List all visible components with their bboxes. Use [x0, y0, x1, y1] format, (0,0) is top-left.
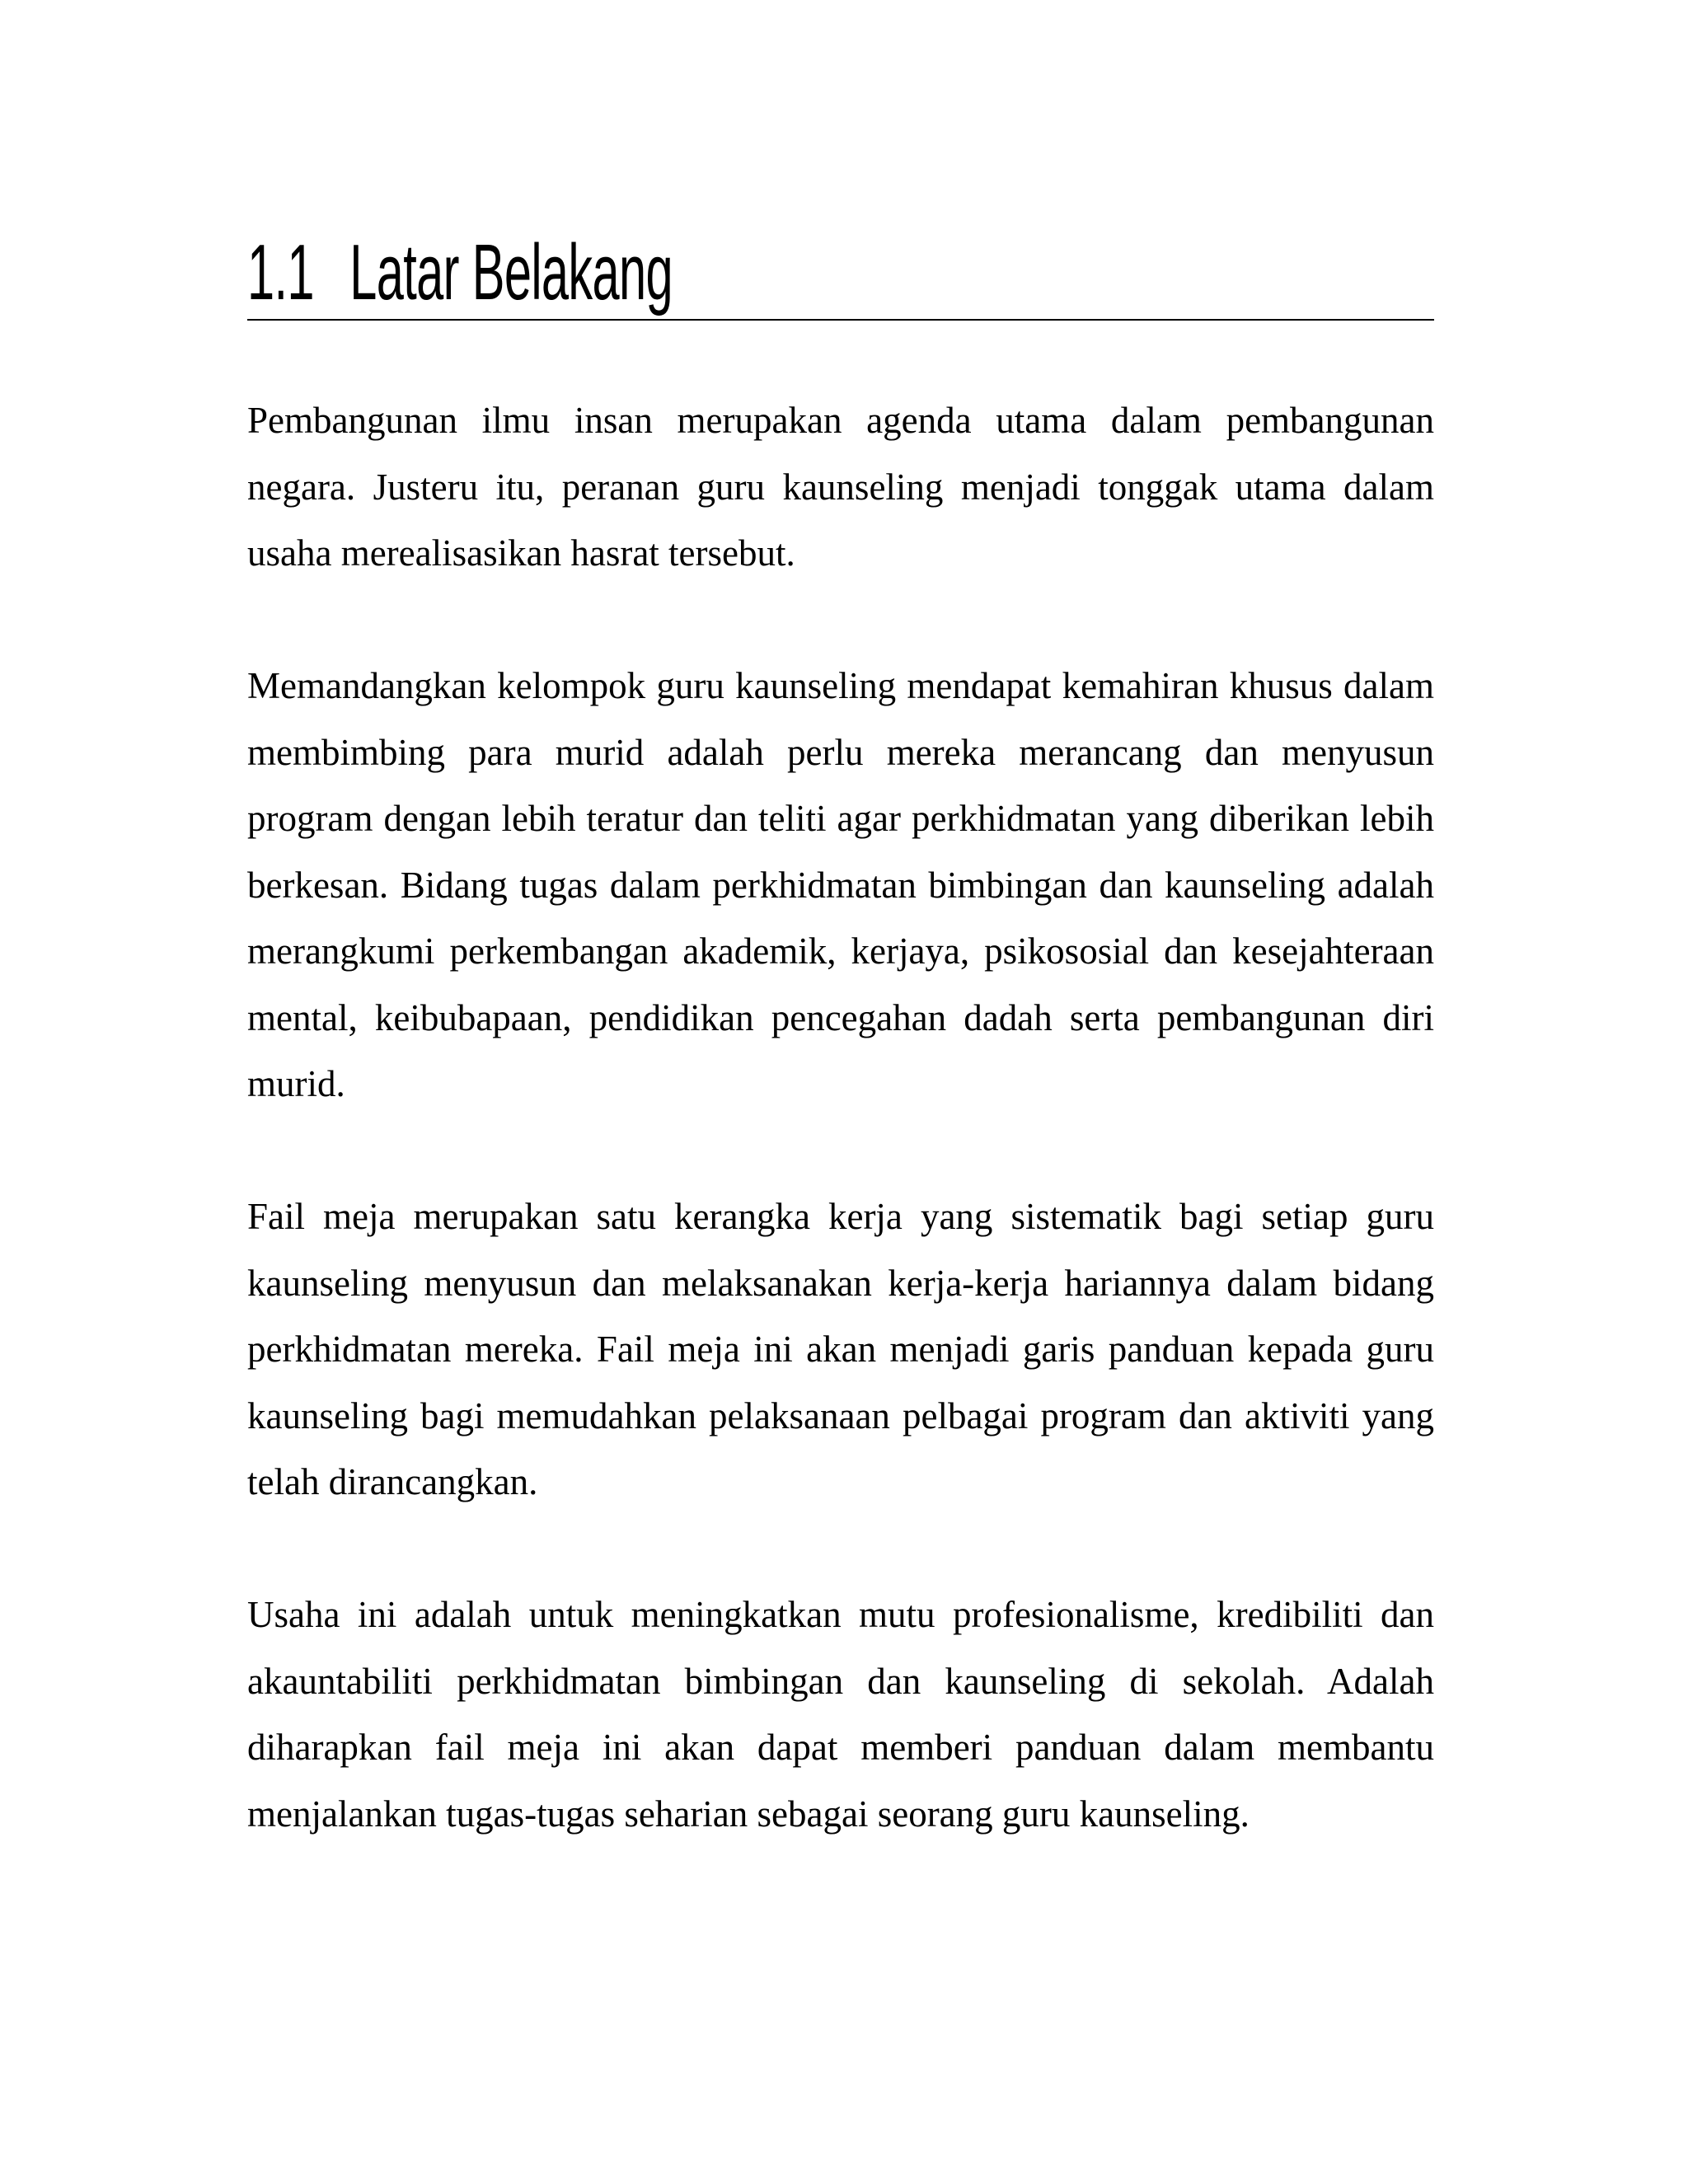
paragraph-2: Memandangkan kelompok guru kaunseling mendapat kemahiran khusus dalam membimbing para murid adalah perlu mereka merancang dan menyusun program dengan lebih teratur dan teliti agar perkhidmatan yang diberikan lebih berkesan. Bidang tugas dalam perkhidmatan bimbingan dan kaunseling adalah merangkumi perkembangan akademik, kerjaya, psikososial dan kesejahteraan mental, keibubapaan, pendidikan pencegahan dadah serta pembangunan diri murid. — [247, 665, 1434, 1104]
paragraph-3: Fail meja merupakan satu kerangka kerja yang sistematik bagi setiap guru kaunseling menyusun dan melaksanakan kerja-kerja hariannya dalam bidang perkhidmatan mereka. Fail meja ini akan menjadi garis panduan kepada guru kaunseling bagi memudahkan pelaksanaan pelbagai program dan aktiviti yang telah dirancangkan. — [247, 1196, 1434, 1502]
section-heading — [247, 228, 673, 316]
section-number: 1.1 — [247, 228, 314, 316]
paragraph-1: Pembangunan ilmu insan merupakan agenda utama dalam pembangunan negara. Justeru itu, peranan guru kaunseling menjadi tonggak utama dalam usaha merealisasikan hasrat tersebut. — [247, 400, 1434, 574]
section-title: Latar Belakang — [349, 228, 673, 316]
paragraph-4: Usaha ini adalah untuk meningkatkan mutu profesionalisme, kredibiliti dan akauntabiliti perkhidmatan bimbingan dan kaunseling di sekolah. Adalah diharapkan fail meja ini akan dapat memberi panduan dalam membantu menjalankan tugas-tugas seharian sebagai seorang guru kaunseling. — [247, 1594, 1434, 1835]
section-heading-block — [247, 210, 1434, 321]
